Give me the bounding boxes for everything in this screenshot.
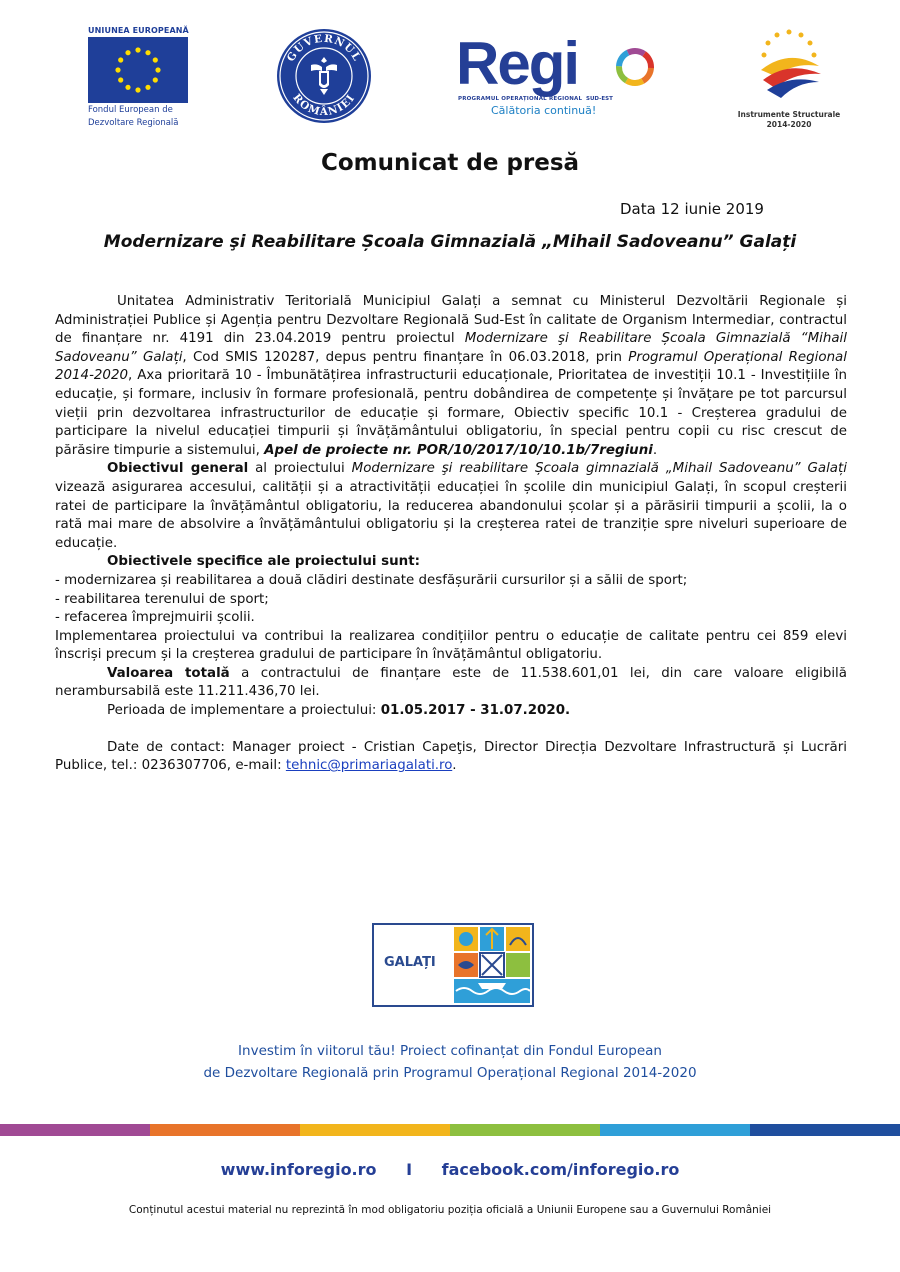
color-bar-segment [600,1124,750,1136]
list-item: - reabilitarea terenului de sport; [55,591,269,607]
list-item: - refacerea împrejmuirii școlii. [55,610,255,626]
list-item: - modernizarea și reabilitarea a două clădiri destinate desfășurării cursurilor și a sălii de sport; [55,572,688,588]
document-date: Data 12 iunie 2019 [620,200,764,218]
implementation-period: 01.05.2017 - 31.07.2020. [380,703,571,719]
paragraph-contact [55,739,847,776]
call-reference: Apel de proiecte nr. POR/10/2017/10/10.1b/7regiuni [264,442,653,458]
text-span: al proiectului [248,461,352,477]
regio-o-colorwheel-icon [616,48,654,86]
regio-logo [456,30,656,120]
galati-logo [372,923,534,1007]
project-title: Modernizare şi Reabilitare Școala Gimnazială „Mihail Sadoveanu” Galați [103,232,797,252]
regio-logo-slogan: Călătoria continuă! [491,104,597,117]
text-span: vizează asigurarea accesului, calității și a atractivității educației în școlile din municipiul Galați, în scopul creșterii ratei de participare la învățământul obligatoriu, la reducerea abandonului școlar și a părăsirii timpurii a școlii, la o rată mai mare de absolvire a învățământului obligatoriu și la creșterea ratei de tranziție spre niveluri superioare de educație. [55,479,847,551]
paragraph-period [55,702,847,721]
regio-logo-word: Regi [456,30,579,97]
eu-logo-bottom-line2: Dezvoltare Regională [88,118,179,128]
footer-slogan-line2: de Dezvoltare Regională prin Programul Operațional Regional 2014-2020 [203,1065,697,1081]
galati-emblem-icon [452,925,532,1005]
regio-logo-region: SUD-EST [586,96,613,102]
svg-text:ROMÂNIEI: ROMÂNIEI [290,91,358,119]
government-seal-icon [275,27,373,125]
eu-logo-bottom-line1: Fondul European de [88,105,173,115]
structural-instruments-emblem-icon [749,26,829,106]
color-bar-segment [750,1124,900,1136]
color-bar-segment [150,1124,300,1136]
text-span: a contractului de finanțare este de 11.538.601,01 lei, din care valoare eligibilă nerambursabilă este 11.211.436,70 lei. [55,665,847,700]
contact-email-link[interactable]: tehnic@primariagalati.ro [285,758,453,774]
eu-logo [88,26,190,129]
svg-text:GUVERNUL: GUVERNUL [284,32,364,64]
color-bar-segment [450,1124,600,1136]
document-body [55,293,847,776]
page-title: Comunicat de presă [320,150,580,176]
text-span: Perioada de implementare a proiectului: [107,703,381,719]
paragraph-contract [55,293,847,460]
color-bar-segment [0,1124,150,1136]
inforegio-facebook-link[interactable]: facebook.com/inforegio.ro [441,1160,680,1179]
footer-link-separator: I [406,1160,413,1179]
text-span: , Axa prioritară 10 - Îmbunătățirea infrastructurii educaționale, Prioritatea de investiții 10.1 - Investițiile în educație, și formare, inclusiv în formare profesională, pentru dobândirea de competențe și învățare pe tot parcursul vieții prin dezvoltarea infrastructurilor de educație și formare, Obiectiv specific 10.1 - Creșterea gradului de participare la nivelul educației timpurii și învățământului obligatoriu, în special pentru copii cu risc crescut de părăsire timpurie a sistemului, [55,368,847,458]
government-logo [275,27,373,125]
structural-instruments-line2: 2014-2020 [766,120,812,129]
text-span: Date de contact: Manager proiect - Cristian Capeţis, Director Direcția Dezvoltare Infrastructură și Lucrări Publice, tel.: 0236307706, e-mail: [55,739,847,774]
galati-logo-word: GALAȚI [384,955,436,970]
structural-instruments-logo [733,26,845,130]
inforegio-website-link[interactable]: www.inforegio.ro [220,1160,377,1179]
project-name-italic: Modernizare şi reabilitare Școala gimnazială „Mihail Sadoveanu” Galați [351,461,847,477]
total-value-label: Valoarea totală [107,665,230,681]
footer-disclaimer: Conținutul acestui material nu reprezintă în mod obligatoriu poziția oficială a Uniunii Europene sau a Guvernului României [128,1204,772,1216]
project-name-italic: Modernizare şi Reabilitare Școala Gimnazială “Mihail Sadoveanu” Galați [55,331,847,365]
text-span: . [652,442,658,458]
footer-slogan [0,1040,900,1084]
paragraph-implementation: Implementarea proiectului va contribui la realizarea condițiilor pentru o educație de calitate pentru cei 859 elevi înscriși precum și la creșterea gradului de participare în învățământul obligatoriu. [55,628,847,663]
text-span: . [452,758,457,774]
paragraph-total-value [55,665,847,702]
text-span: , Cod SMIS 120287, depus pentru finanțare în 06.03.2018, prin [182,349,629,365]
text-span: Unitatea Administrativ Teritorială Municipiul Galați a semnat cu Ministerul Dezvoltării Regionale și Administrației Publice și Agenția pentru Dezvoltare Regională Sud-Est în calitate de Organism Intermediar, contractul de finanțare nr. 4191 din 23.04.2019 pentru proiectul [55,294,847,347]
program-name-italic: Programul Operațional Regional 2014-2020 [55,349,847,384]
eu-flag-icon [88,37,188,103]
regio-logo-program: PROGRAMUL OPERAȚIONAL REGIONAL [458,96,583,102]
color-bar-segment [300,1124,450,1136]
general-objective-label: Obiectivul general [107,461,249,477]
specific-objectives-heading: Obiectivele specifice ale proiectului sunt: [107,554,420,570]
paragraph-general-objective [55,460,847,553]
footer-slogan-line1: Investim în viitorul tău! Proiect cofinanțat din Fondul European [238,1043,662,1059]
footer-links [0,1160,900,1179]
structural-instruments-line1: Instrumente Structurale [737,110,841,119]
eu-logo-top-text: UNIUNEA EUROPEANĂ [88,26,189,35]
footer-color-bar [0,1124,900,1136]
